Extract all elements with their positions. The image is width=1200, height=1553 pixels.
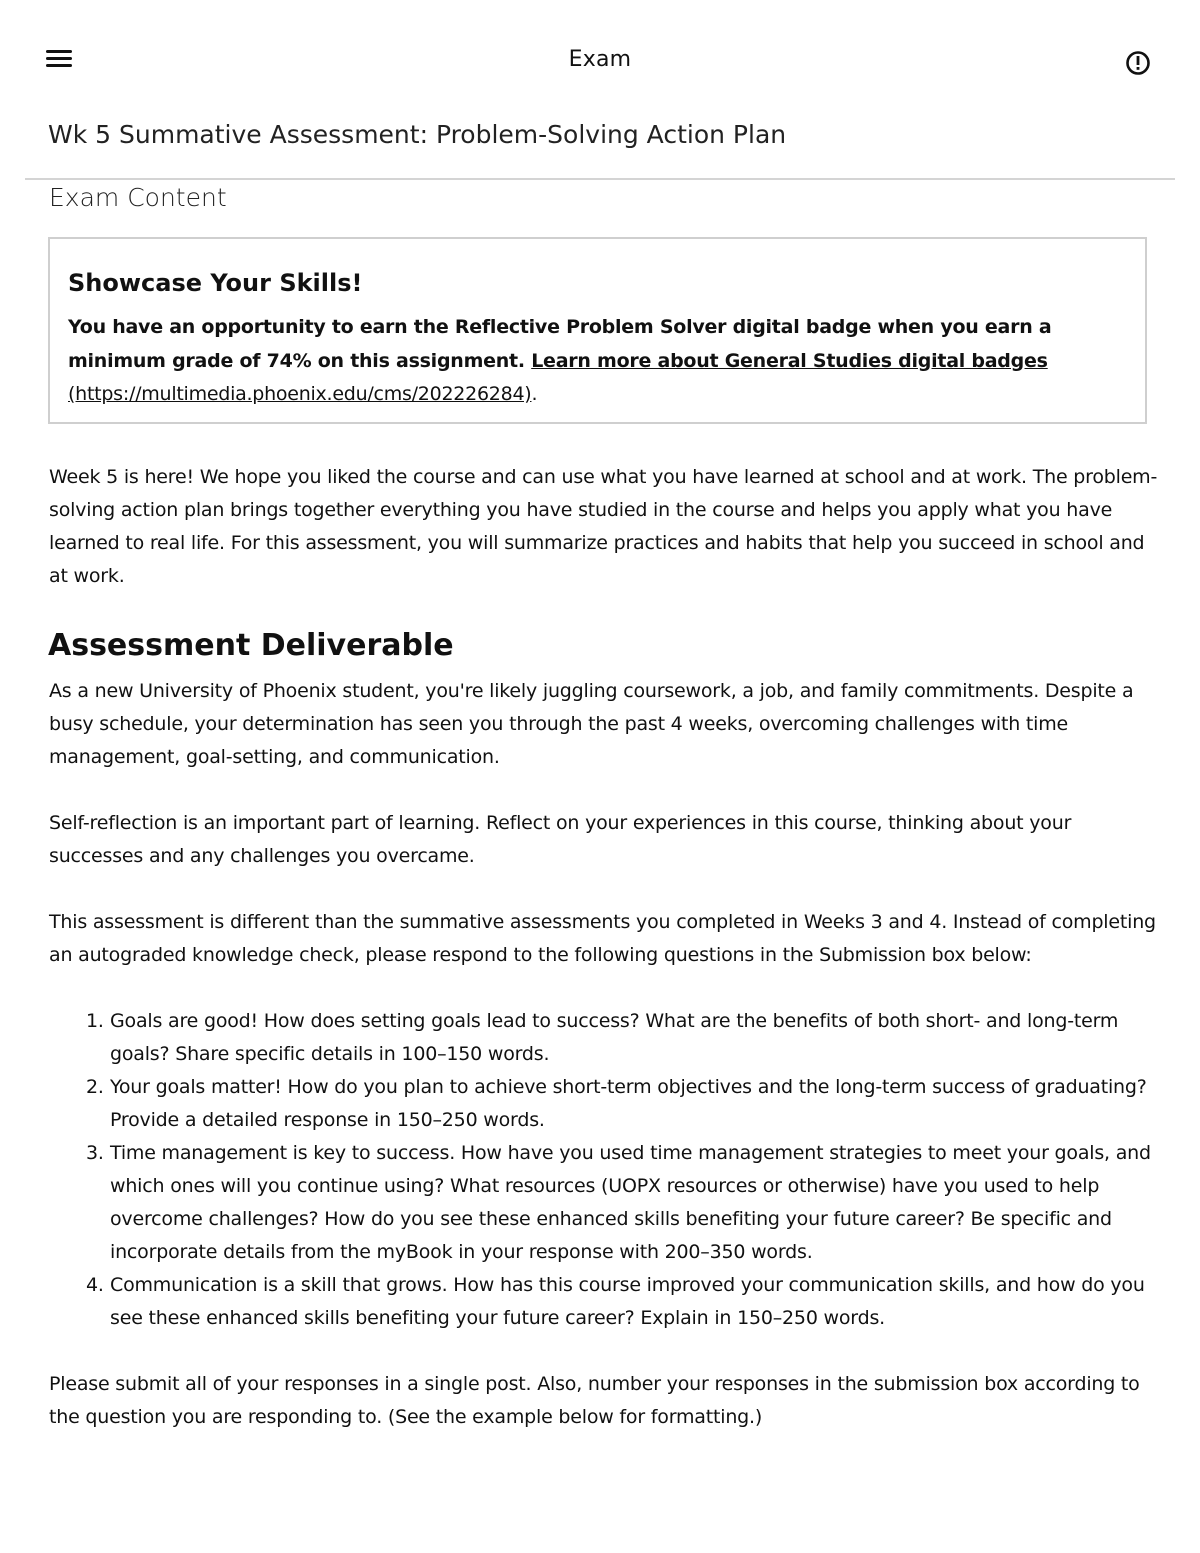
badge-description: You have an opportunity to earn the Reflective Problem Solver digital badge when you earn a minimum grade of 74% on this assignment. [68,316,1052,372]
list-item [86,1269,1155,1335]
deliverable-paragraph-2: Self-reflection is an important part of learning. Reflect on your experiences in this course, thinking about your successes and any challenges you overcame. [49,812,1072,867]
intro-paragraph: Week 5 is here! We hope you liked the course and can use what you have learned at school and at work. The problem-solving action plan brings together everything you have studied in the course and helps you apply what you have learned to real life. For this assessment, you will summarize practices and habits that help you succeed in school and at work. [49,466,1158,587]
badge-text [68,311,1143,412]
question-number: 3. [86,1142,104,1164]
question-list [86,1005,1155,1335]
question-text: Goals are good! How does setting goals lead to success? What are the benefits of both short- and long-term goals? Share specific details in 100–150 words. [110,1010,1119,1065]
badge-suffix: . [531,383,538,405]
list-item [86,1137,1155,1269]
badge-callout [48,237,1147,424]
question-number: 1. [86,1010,104,1032]
deliverable-paragraph-1: As a new University of Phoenix student, you're likely juggling coursework, a job, and family commitments. Despite a busy schedule, your determination has seen you through the past 4 weeks, overcoming challenges with time management, goal-setting, and communication. [49,680,1134,768]
badge-learn-more-link[interactable]: Learn more about General Studies digital badges [531,349,1048,372]
list-item [86,1005,1155,1071]
header-title: Exam [568,47,632,72]
deliverable-heading: Assessment Deliverable [48,628,454,663]
top-bar [0,0,1200,110]
closing-paragraph: Please submit all of your responses in a single post. Also, number your responses in the submission box according to the question you are responding to. (See the example below for formatting.) [49,1373,1140,1428]
question-text: Communication is a skill that grows. How has this course improved your communication skills, and how do you see these enhanced skills benefiting your future career? Explain in 150–250 words. [110,1274,1145,1329]
question-number: 2. [86,1076,104,1098]
exclamation-circle-icon[interactable] [1125,50,1151,76]
section-label: Exam Content [49,183,227,212]
page-title: Wk 5 Summative Assessment: Problem-Solving Action Plan [48,120,787,149]
deliverable-paragraph-3: This assessment is different than the summative assessments you completed in Weeks 3 and 4. Instead of completing an autograded knowledge check, please respond to the following questions in the Submission box below: [49,911,1156,966]
question-text: Time management is key to success. How have you used time management strategies to meet your goals, and which ones will you continue using? What resources (UOPX resources or otherwise) have you used to help overcome challenges? How do you see these enhanced skills benefiting your future career? Be specific and incorporate details from the myBook in your response with 200–350 words. [110,1142,1151,1263]
badge-title: Showcase Your Skills! [68,269,363,297]
question-text: Your goals matter! How do you plan to achieve short-term objectives and the long-term success of graduating? Provide a detailed response in 150–250 words. [110,1076,1147,1131]
title-divider [25,178,1175,180]
badge-url-link[interactable]: (https://multimedia.phoenix.edu/cms/202226284) [68,383,532,405]
list-item [86,1071,1155,1137]
question-number: 4. [86,1274,104,1296]
